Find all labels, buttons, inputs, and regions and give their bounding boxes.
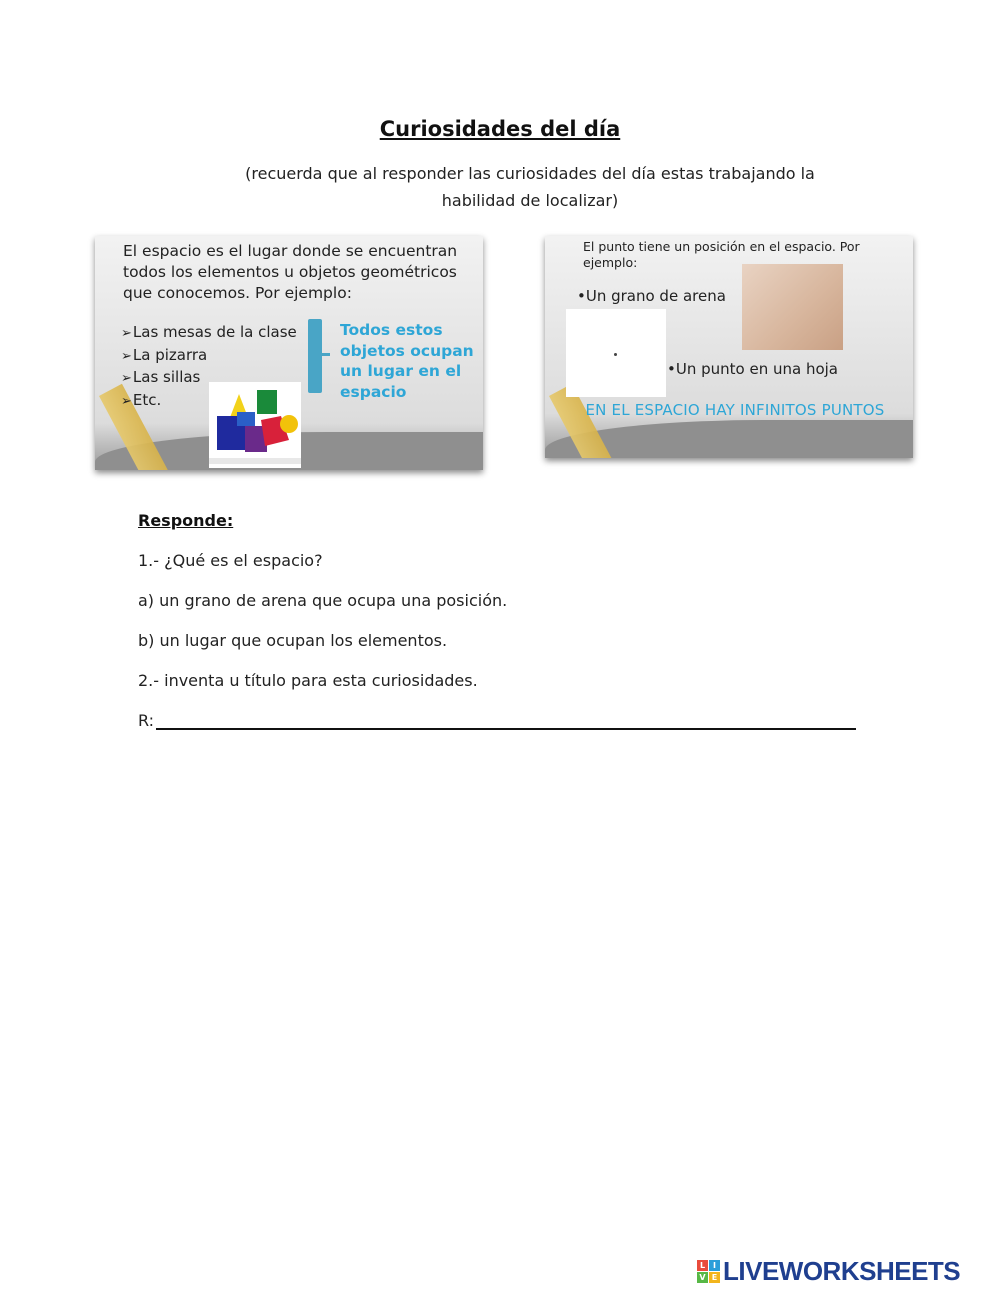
slide2-intro: El punto tiene un posición en el espacio. Por ejemplo: bbox=[583, 239, 860, 270]
bracket-shape bbox=[308, 319, 322, 393]
question-2: 2.- inventa u título para esta curiosidades. bbox=[138, 671, 478, 690]
logo-badge-letter: V bbox=[697, 1272, 708, 1283]
slide1-note: Todos estos objetos ocupan un lugar en el espacio bbox=[340, 321, 474, 401]
slide1-intro: El espacio es el lugar donde se encuentran todos los elementos u objetos geométricos que conocemos. Por ejemplo: bbox=[123, 242, 458, 302]
option-b[interactable]: b) un lugar que ocupan los elementos. bbox=[138, 631, 448, 650]
slide2-bullet-point: •Un punto en una hoja bbox=[667, 360, 838, 378]
slide-punto bbox=[545, 236, 913, 458]
logo-badge-icon bbox=[697, 1260, 720, 1283]
list-item: ➢ La pizarra bbox=[121, 345, 297, 368]
answer-label: R: bbox=[138, 711, 155, 730]
paper-sheet-image bbox=[566, 309, 666, 397]
hand-sand-image bbox=[742, 264, 843, 350]
slide2-bullet-sand: •Un grano de arena bbox=[577, 287, 726, 305]
question-1: 1.- ¿Qué es el espacio? bbox=[138, 551, 323, 570]
logo-badge-letter: E bbox=[709, 1272, 720, 1283]
logo-badge-letter: L bbox=[697, 1260, 708, 1271]
slide-espacio bbox=[95, 236, 483, 470]
list-item: ➢ Etc. bbox=[121, 390, 297, 413]
list-item: ➢ Las sillas bbox=[121, 367, 297, 390]
logo-badge-letter: I bbox=[709, 1260, 720, 1271]
page-subtitle: (recuerda que al responder las curiosidades del día estas trabajando la habilidad de localizar) bbox=[245, 164, 815, 210]
slide2-highlight: EN EL ESPACIO HAY INFINITOS PUNTOS bbox=[585, 401, 885, 419]
list-item: ➢ Las mesas de la clase bbox=[121, 322, 297, 345]
questions-heading: Responde: bbox=[138, 511, 234, 530]
page-title: Curiosidades del día bbox=[379, 117, 621, 141]
point-dot bbox=[614, 353, 617, 356]
geometric-shapes-image bbox=[209, 382, 301, 468]
logo-text: LIVEWORKSHEETS bbox=[723, 1255, 961, 1286]
answer-input-line[interactable] bbox=[156, 728, 856, 730]
liveworksheets-logo bbox=[697, 1256, 960, 1286]
option-a[interactable]: a) un grano de arena que ocupa una posición. bbox=[138, 591, 508, 610]
